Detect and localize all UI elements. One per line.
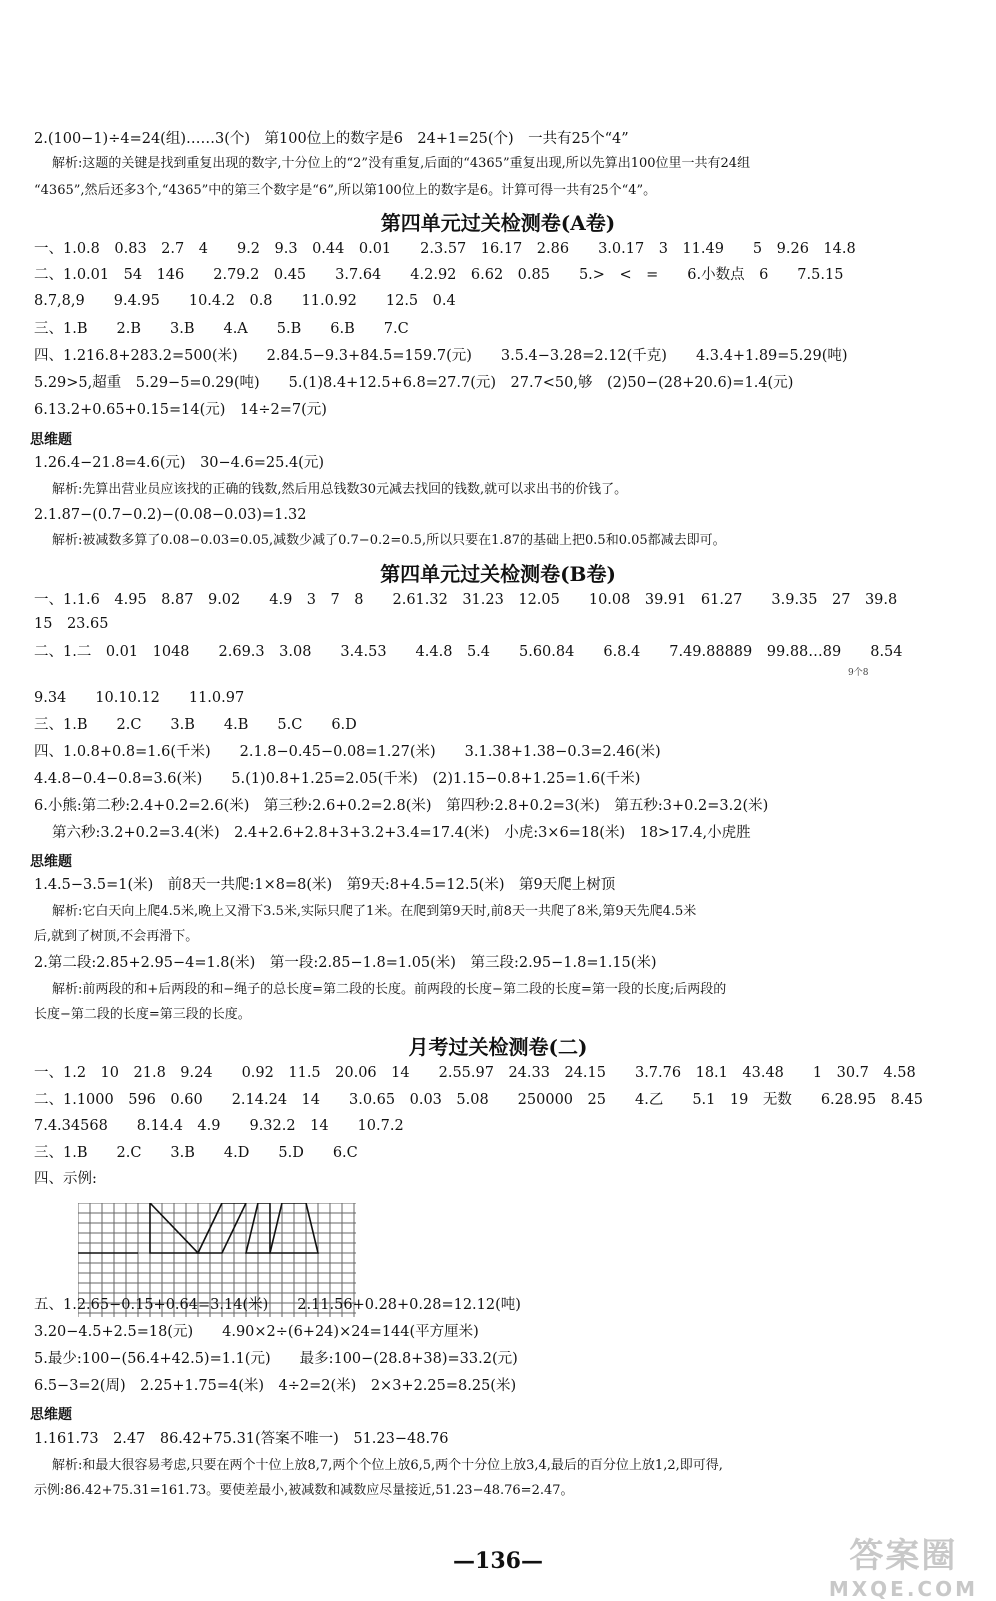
watermark-url: MXQE.COM [828,1577,978,1601]
text-line: 五、1.2.65−0.15+0.64=3.14(米) 2.11.56+0.28+0.28=12.12(吨) [34,1297,521,1313]
explanation-line: 解析:前两段的和+后两段的和−绳子的总长度=第二段的长度。前两段的长度−第二段的长度=第一段的长度;后两段的 [52,982,727,997]
text-line: 四、1.216.8+283.2=500(米) 2.84.5−9.3+84.5=159.7(元) 3.5.4−3.28=2.12(千克) 4.3.4+1.89=5.29(吨) [34,348,848,364]
subsection-title: 思维题 [30,432,72,448]
text-line: 4.4.8−0.4−0.8=3.6(米) 5.(1)0.8+1.25=2.05(千米) (2)1.15−0.8+1.25=1.6(千米) [34,771,641,787]
text-line: 8.7,8,9 9.4.95 10.4.2 0.8 11.0.92 12.5 0.4 [34,293,456,309]
text-line: 3.20−4.5+2.5=18(元) 4.90×2÷(6+24)×24=144(平方厘米) [34,1324,479,1340]
text-line: 6.小熊:第二秒:2.4+0.2=2.6(米) 第三秒:2.6+0.2=2.8(米) 第四秒:2.8+0.2=3(米) 第五秒:3+0.2=3.2(米) [34,798,769,814]
text-line: 15 23.65 [34,616,109,632]
text-line: 一、1.1.6 4.95 8.87 9.02 4.9 3 7 8 2.61.32 31.23 12.05 10.08 39.91 61.27 3.9.35 27 39.8 [34,592,898,608]
text-line: 三、1.B 2.C 3.B 4.D 5.D 6.C [34,1145,358,1161]
text-line: 二、1.1000 596 0.60 2.14.24 14 3.0.65 0.03 5.08 250000 25 4.乙 5.1 19 无数 6.28.95 8.45 [34,1092,923,1108]
explanation-line: 解析:先算出营业员应该找的正确的钱数,然后用总钱数30元减去找回的钱数,就可以求出书的价钱了。 [52,482,628,497]
text-line: 四、示例: [34,1171,97,1187]
text-line: 1.4.5−3.5=1(米) 前8天一共爬:1×8=8(米) 第9天:8+4.5=12.5(米) 第9天爬上树顶 [34,877,616,893]
explanation-line: 解析:它白天向上爬4.5米,晚上又滑下3.5米,实际只爬了1米。在爬到第9天时,前8天一共爬了8米,第9天先爬4.5米 [52,904,697,919]
text-line: 2.第二段:2.85+2.95−4=1.8(米) 第一段:2.85−1.8=1.05(米) 第三段:2.95−1.8=1.15(米) [34,955,657,971]
page-number: —136— [453,1548,543,1574]
text-line: 6.5−3=2(周) 2.25+1.75=4(米) 4÷2=2(米) 2×3+2.25=8.25(米) [34,1378,517,1394]
explanation-line: 示例:86.42+75.31=161.73。要使差最小,被减数和减数应尽量接近,51.23−48.76=2.47。 [34,1483,574,1498]
text-line: 1.161.73 2.47 86.42+75.31(答案不唯一) 51.23−48.76 [34,1431,449,1447]
explanation-line: 解析:被减数多算了0.08−0.03=0.05,减数少减了0.7−0.2=0.5,所以只要在1.87的基础上把0.5和0.05都减去即可。 [52,533,726,548]
explanation-line: 解析:和最大很容易考虑,只要在两个十位上放8,7,两个个位上放6,5,两个十分位上放3,4,最后的百分位上放1,2,即可得, [52,1458,723,1473]
text-line: 2.(100−1)÷4=24(组)……3(个) 第100位上的数字是6 24+1=25(个) 一共有25个“4” [34,131,629,147]
text-line: 5.最少:100−(56.4+42.5)=1.1(元) 最多:100−(28.8+38)=33.2(元) [34,1351,518,1367]
text-line: 三、1.B 2.B 3.B 4.A 5.B 6.B 7.C [34,321,409,337]
text-line: 第六秒:3.2+0.2=3.4(米) 2.4+2.6+2.8+3+3.2+3.4=17.4(米) 小虎:3×6=18(米) 18>17.4,小虎胜 [52,825,751,841]
text-line: 一、1.0.8 0.83 2.7 4 9.2 9.3 0.44 0.01 2.3.57 16.17 2.86 3.0.17 3 11.49 5 9.26 14.8 [34,241,856,257]
subsection-title: 思维题 [30,1407,72,1423]
text-line: 一、1.2 10 21.8 9.24 0.92 11.5 20.06 14 2.55.97 24.33 24.15 3.7.76 18.1 43.48 1 30.7 4.58 [34,1065,916,1081]
text-line: 9.34 10.10.12 11.0.97 [34,690,245,706]
section-title: 第四单元过关检测卷(B卷) [380,562,616,586]
watermark-logo [829,1528,978,1601]
explanation-line: 解析:这题的关键是找到重复出现的数字,十分位上的“2”没有重复,后面的“4365”重复出现,所以先算出100位里一共有24组 [52,156,751,171]
explanation-line: 长度−第二段的长度=第三段的长度。 [34,1007,251,1022]
text-line: 5.29>5,超重 5.29−5=0.29(吨) 5.(1)8.4+12.5+6.8=27.7(元) 27.7<50,够 (2)50−(28+20.6)=1.4(元) [34,375,794,391]
section-title: 月考过关检测卷(二) [408,1035,588,1059]
text-line: 三、1.B 2.C 3.B 4.B 5.C 6.D [34,717,357,733]
text-line: 6.13.2+0.65+0.15=14(元) 14÷2=7(元) [34,402,327,418]
text-line: 四、1.0.8+0.8=1.6(千米) 2.1.8−0.45−0.08=1.27(米) 3.1.38+1.38−0.3=2.46(米) [34,744,661,760]
text-line: 二、1.0.01 54 146 2.79.2 0.45 3.7.64 4.2.92 6.62 0.85 5.> < = 6.小数点 6 7.5.15 [34,267,844,283]
subsection-title: 思维题 [30,854,72,870]
explanation-line: “4365”,然后还多3个,“4365”中的第三个数字是“6”,所以第100位上的数字是6。计算可得一共有25个“4”。 [34,183,657,198]
brace-note: 9个8 [848,668,869,678]
section-title: 第四单元过关检测卷(A卷) [380,211,616,235]
text-line: 1.26.4−21.8=4.6(元) 30−4.6=25.4(元) [34,455,324,471]
text-line: 二、1.二 0.01 1048 2.69.3 3.08 3.4.53 4.4.8 5.4 5.60.84 6.8.4 7.49.88889 99.88…89 8.54 [34,644,903,660]
explanation-line: 后,就到了树顶,不会再滑下。 [34,929,199,944]
text-line: 2.1.87−(0.7−0.2)−(0.08−0.03)=1.32 [34,507,307,523]
watermark-text: 答案圈 [849,1536,958,1576]
text-line: 7.4.34568 8.14.4 4.9 9.32.2 14 10.7.2 [34,1118,404,1134]
